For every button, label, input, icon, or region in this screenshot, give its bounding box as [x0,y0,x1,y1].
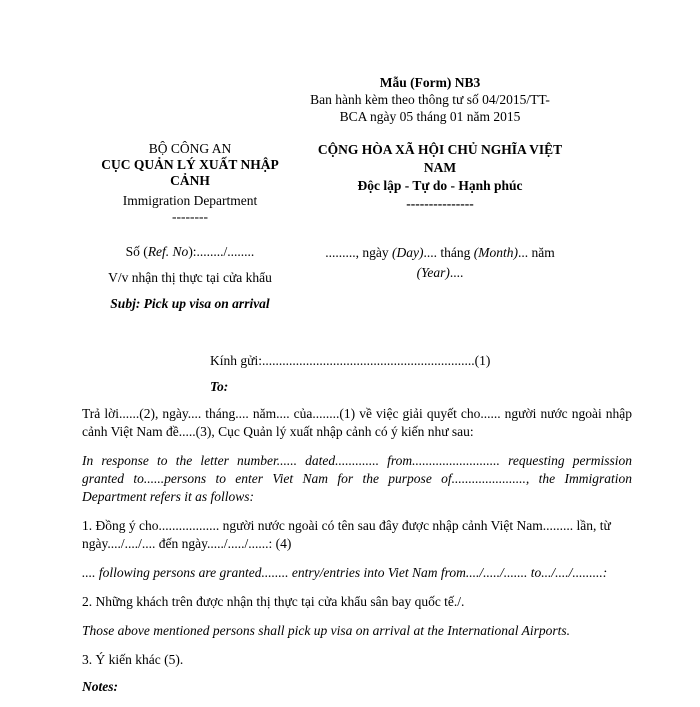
subject-en: Subj: Pick up visa on arrival [110,296,270,311]
form-title-block [300,74,560,125]
ministry-name: BỘ CÔNG AN [148,141,232,156]
national-title-header [300,141,580,213]
right-header-separator: --------------- [406,196,474,211]
reference-block [80,243,300,313]
country-name-line-1: CỘNG HÒA XÃ HỘI CHỦ NGHĨA VIỆT [317,142,563,157]
date-line: ........., ngày (Day).... tháng (Month)... năm (Year).... [325,245,555,280]
subject-vi: V/v nhận thị thực tại cửa khẩu [108,270,272,285]
reference-number: Số (Ref. No):......../........ [125,244,255,259]
recipient-to: To: [210,379,229,394]
item-2-vi: 2. Những khách trên được nhận thị thực tại cửa khẩu sân bay quốc tế./. [82,594,465,609]
national-motto: Độc lập - Tự do - Hạnh phúc [357,178,523,193]
item-2-en: Those above mentioned persons shall pick up visa on arrival at the International Airports. [82,623,570,638]
recipient-block [210,352,510,396]
department-name-line-1: CỤC QUẢN LÝ XUẤT NHẬP [101,157,279,172]
reply-paragraph-vi: Trả lời......(2), ngày.... tháng.... năm.... của........(1) về việc giải quyết cho...... người nước ngoài nhập cảnh Việt Nam đề.....(3), Cục Quản lý xuất nhập cảnh có ý kiến như sau: [82,406,632,439]
notes-heading: Notes: [82,679,118,694]
department-name-en: Immigration Department [122,193,258,208]
department-name-line-2: CẢNH [170,173,210,188]
item-1-vi: 1. Đồng ý cho.................. người nước ngoài có tên sau đây được nhập cảnh Việt Nam......... lần, từ ngày..../..../.... đến ngày...../...../......: (4) [82,518,611,551]
recipient-line: Kính gửi:...............................................................(1) [210,353,491,368]
item-3-vi: 3. Ý kiến khác (5). [82,652,184,667]
reply-paragraph-en: In response to the letter number...... dated............. from.......................... requesting permission granted to......persons to enter Viet Nam for the purpose of......................, the Immigration Department refers it as follows: [82,453,632,504]
country-name-line-2: NAM [423,160,457,175]
left-header-separator: -------- [172,209,208,224]
form-issued-line-1: Ban hành kèm theo thông tư số 04/2015/TT- [310,92,550,107]
item-1-en: .... following persons are granted........ entry/entries into Viet Nam from..../...../....... to.../..../.........: [82,565,608,580]
letter-body [82,405,632,707]
form-issued-line-2: BCA ngày 05 tháng 01 năm 2015 [339,109,521,124]
form-title: Mẫu (Form) NB3 [379,75,481,90]
issuing-authority-header [80,141,300,225]
